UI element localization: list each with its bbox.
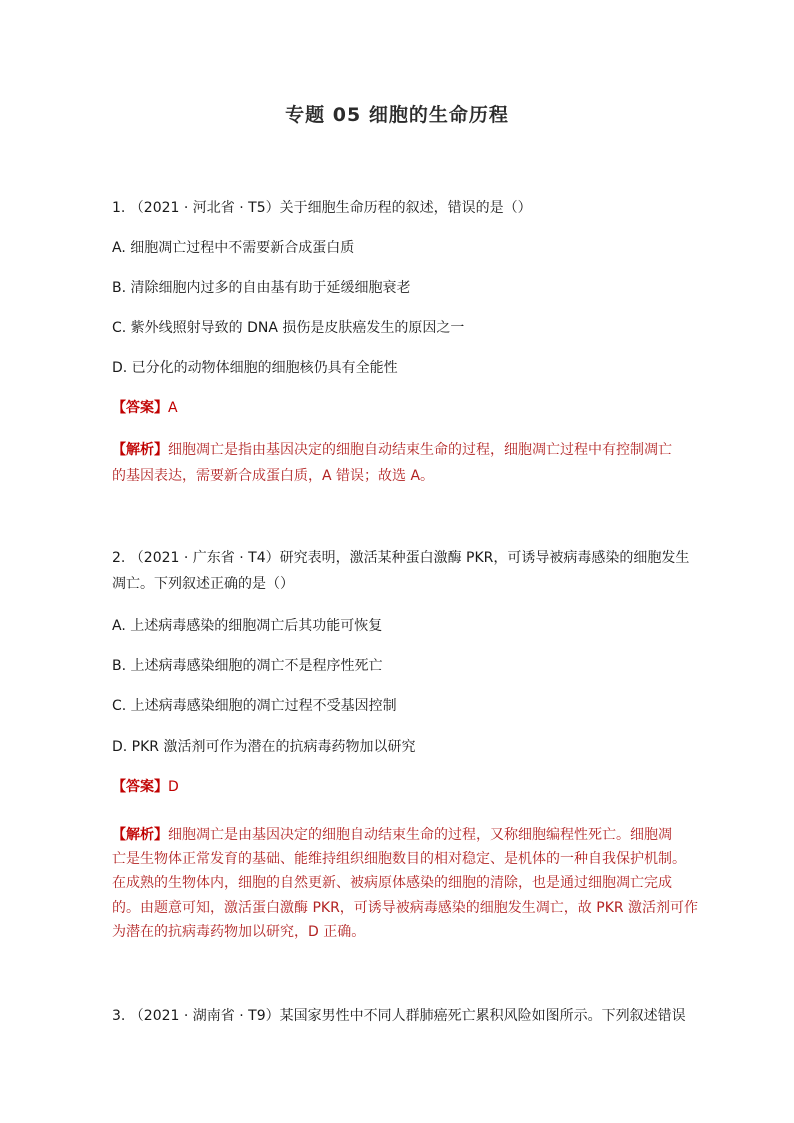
- q2-answer-tag: 【答案】: [112, 779, 168, 795]
- q1-option-a: A. 细胞凋亡过程中不需要新合成蛋白质: [112, 240, 355, 256]
- q2-answer: [112, 777, 690, 797]
- q2-explain-line-2: 亡是生物体正常发育的基础、能维持组织细胞数目的相对稳定、是机体的一种自我保护机制。: [112, 851, 686, 867]
- q2-stem-line-1: 2. （2021 · 广东省 · T4）研究表明，激活某种蛋白激酶 PKR，可诱导被病毒感染的细胞发生: [112, 550, 690, 566]
- q3-stem: 3. （2021 · 湖南省 · T9）某国家男性中不同人群肺癌死亡累积风险如图所示。下列叙述错误: [112, 1008, 686, 1024]
- q2-explain-tag: 【解析】: [112, 827, 168, 843]
- page-title: 专题 05 细胞的生命历程: [285, 104, 509, 126]
- q2-explain-text-1: 细胞凋亡是由基因决定的细胞自动结束生命的过程，又称细胞编程性死亡。细胞凋: [168, 827, 672, 843]
- q2-option-b: B. 上述病毒感染细胞的凋亡不是程序性死亡: [112, 658, 383, 674]
- q1-option-d: D. 已分化的动物体细胞的细胞核仍具有全能性: [112, 360, 398, 376]
- q2-explain-line-5: 为潜在的抗病毒药物加以研究，D 正确。: [112, 924, 366, 940]
- q1-answer-tag: 【答案】: [112, 400, 168, 416]
- q1-explain-line-2: 的基因表达，需要新合成蛋白质，A 错误；故选 A。: [112, 468, 435, 484]
- q1-explain-text-1: 细胞凋亡是指由基因决定的细胞自动结束生命的过程，细胞凋亡过程中有控制凋亡: [168, 442, 672, 458]
- q1-answer: [112, 398, 690, 418]
- q2-option-a: A. 上述病毒感染的细胞凋亡后其功能可恢复: [112, 618, 383, 634]
- q1-option-c: C. 紫外线照射导致的 DNA 损伤是皮肤癌发生的原因之一: [112, 320, 465, 336]
- q1-answer-value: A: [168, 400, 178, 416]
- q1-explain-tag: 【解析】: [112, 442, 168, 458]
- q2-stem-line-2: 凋亡。下列叙述正确的是（）: [112, 576, 294, 592]
- q2-explain-line-1: [112, 825, 690, 845]
- q2-answer-value: D: [168, 779, 179, 795]
- q2-option-c: C. 上述病毒感染细胞的凋亡过程不受基因控制: [112, 698, 397, 714]
- q1-explain-line-1: [112, 440, 690, 460]
- q2-explain-line-3: 在成熟的生物体内，细胞的自然更新、被病原体感染的细胞的清除，也是通过细胞凋亡完成: [112, 875, 672, 891]
- q2-explain-line-4: 的。由题意可知，激活蛋白激酶 PKR，可诱导被病毒感染的细胞发生凋亡，故 PKR 激活剂可作: [112, 900, 699, 916]
- q1-stem: 1. （2021 · 河北省 · T5）关于细胞生命历程的叙述，错误的是（）: [112, 200, 532, 216]
- q2-option-d: D. PKR 激活剂可作为潜在的抗病毒药物加以研究: [112, 739, 416, 755]
- q1-option-b: B. 清除细胞内过多的自由基有助于延缓细胞衰老: [112, 280, 411, 296]
